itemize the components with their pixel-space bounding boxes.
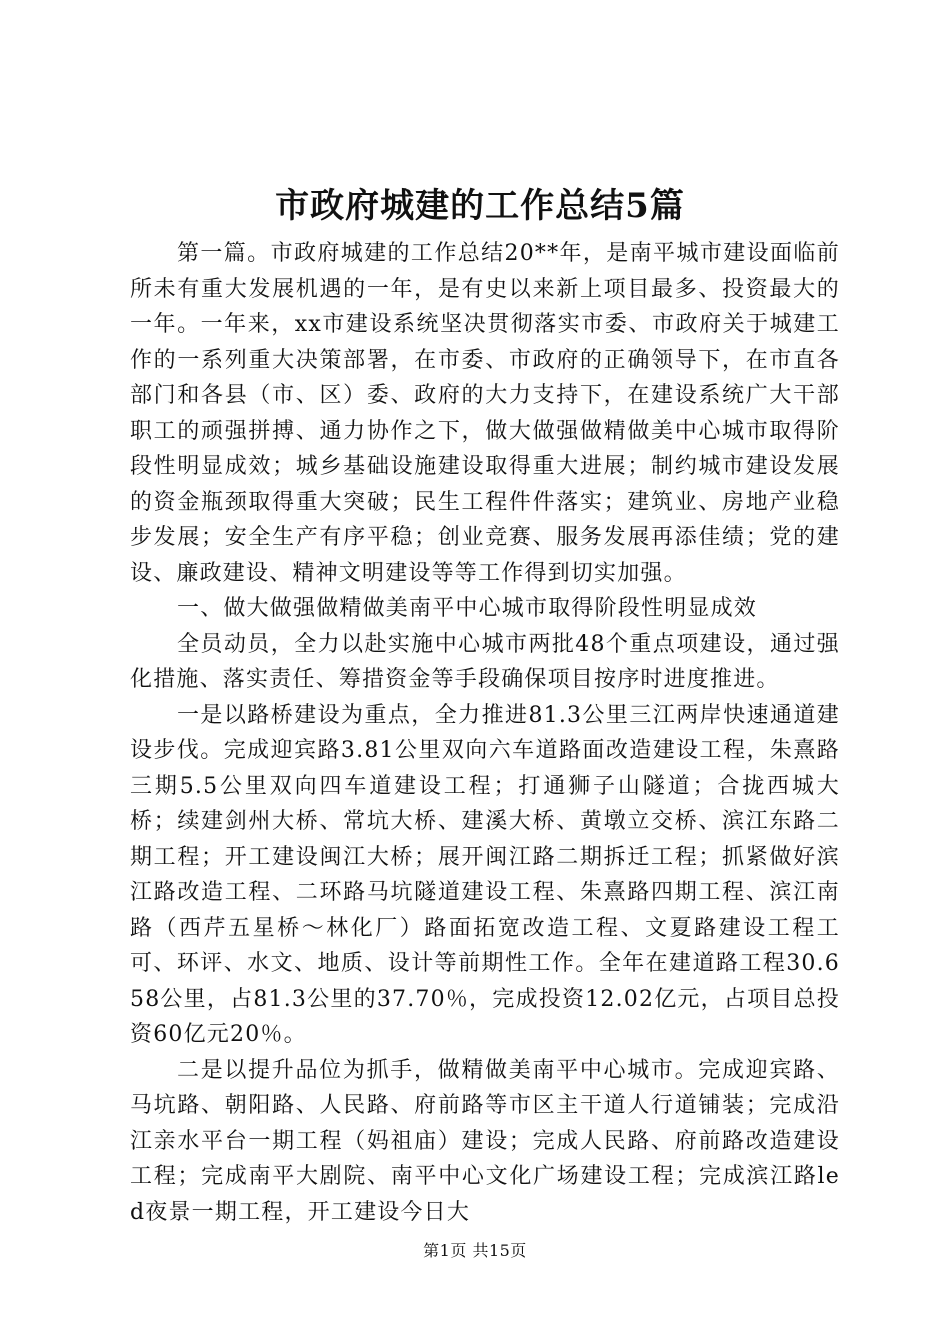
document-body (130, 236, 840, 1230)
paragraph-roads-bridges: 一是以路桥建设为重点，全力推进81.3公里三江两岸快速通道建设步伐。完成迎宾路3.81公里双向六车道路面改造建设工程，朱熹路三期5.5公里双向四车道建设工程；打通狮子山隧道；合拢西城大桥；续建剑州大桥、常坑大桥、建溪大桥、黄墩立交桥、滨江东路二期工程；开工建设闽江大桥；展开闽江路二期拆迁工程；抓紧做好滨江路改造工程、二环路马坑隧道建设工程、朱熹路四期工程、滨江南路（西芹五星桥～林化厂）路面拓宽改造工程、文夏路建设工程工可、环评、水文、地质、设计等前期性工作。全年在建道路工程30.658公里，占81.3公里的37.70％，完成投资12.02亿元，占项目总投资60亿元20％。 (130, 702, 840, 1047)
page-footer: 第1页 共15页 (423, 1241, 527, 1260)
document-title: 市政府城建的工作总结5篇 (275, 186, 685, 226)
paragraph-city-quality: 二是以提升品位为抓手，做精做美南平中心城市。完成迎宾路、马坑路、朝阳路、人民路、府前路等市区主干道人行道铺装；完成沿江亲水平台一期工程（妈祖庙）建设；完成人民路、府前路改造建设工程；完成南平大剧院、南平中心文化广场建设工程；完成滨江路led夜景一期工程，开工建设今日大 (130, 1057, 840, 1225)
section-heading: 一、做大做强做精做美南平中心城市取得阶段性明显成效 (177, 596, 758, 621)
paragraph-intro: 第一篇。市政府城建的工作总结20**年，是南平城市建设面临前所未有重大发展机遇的一年，是有史以来新上项目最多、投资最大的一年。一年来，xx市建设系统坚决贯彻落实市委、市政府关于城建工作的一系列重大决策部署，在市委、市政府的正确领导下，在市直各部门和各县（市、区）委、政府的大力支持下，在建设系统广大干部职工的顽强拼搏、通力协作之下，做大做强做精做美中心城市取得阶段性明显成效；城乡基础设施建设取得重大进展；制约城市建设发展的资金瓶颈取得重大突破；民生工程件件落实；建筑业、房地产业稳步发展；安全生产有序平稳；创业竞赛、服务发展再添佳绩；党的建设、廉政建设、精神文明建设等等工作得到切实加强。 (130, 241, 840, 586)
paragraph-mobilization: 全员动员，全力以赴实施中心城市两批48个重点项建设，通过强化措施、落实责任、筹措资金等手段确保项目按序时进度推进。 (130, 631, 840, 692)
